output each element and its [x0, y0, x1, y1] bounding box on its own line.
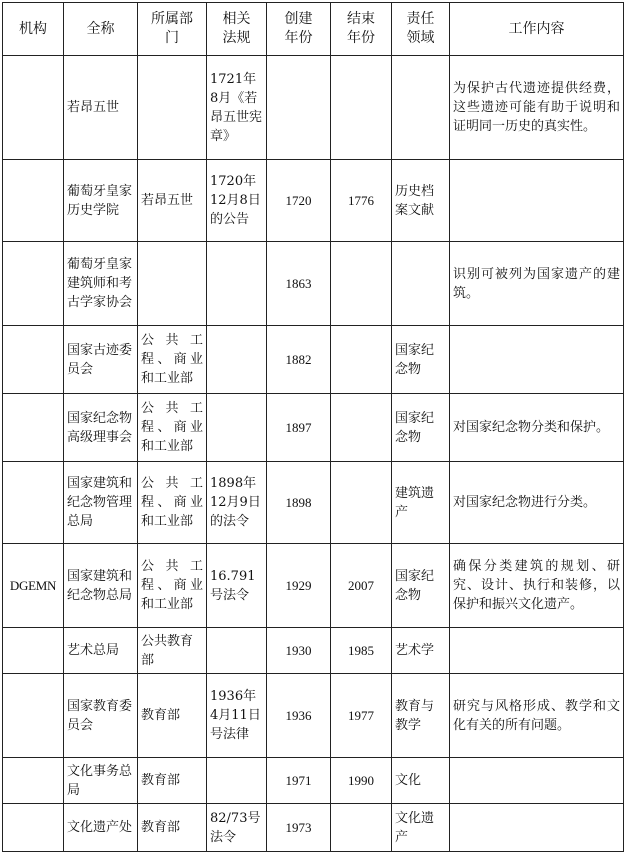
cell-agency	[3, 394, 64, 462]
cell-work	[450, 326, 624, 394]
cell-work	[450, 160, 624, 242]
cell-full-name: 文化事务总局	[64, 758, 138, 804]
cell-full-name: 文化遗产处	[64, 804, 138, 852]
cell-domain: 文化遗产	[392, 804, 450, 852]
cell-work: 为保护古代遗迹提供经费，这些遗迹可能有助于说明和证明同一历史的真实性。	[450, 56, 624, 160]
cell-ended	[331, 56, 392, 160]
cell-domain: 国家纪念物	[392, 544, 450, 628]
cell-department	[138, 242, 207, 326]
cell-department: 若昂五世	[138, 160, 207, 242]
cell-work: 研究与风格形成、教学和文化有关的所有问题。	[450, 674, 624, 758]
cell-department: 公共工程、商业和工业部	[138, 462, 207, 544]
cell-work	[450, 628, 624, 674]
cell-law: 1721年8月《若昂五世宪章》	[207, 56, 267, 160]
cell-full-name: 国家建筑和纪念物管理总局	[64, 462, 138, 544]
cell-law: 1720年12月8日的公告	[207, 160, 267, 242]
cell-agency	[3, 674, 64, 758]
cell-domain	[392, 242, 450, 326]
table-row	[3, 628, 624, 674]
cell-law	[207, 242, 267, 326]
cell-full-name: 葡萄牙皇家历史学院	[64, 160, 138, 242]
cell-department: 公共工程、商业和工业部	[138, 394, 207, 462]
cell-domain	[392, 56, 450, 160]
cell-department	[138, 56, 207, 160]
cell-founded: 1720	[267, 160, 331, 242]
cell-agency	[3, 462, 64, 544]
cell-full-name: 艺术总局	[64, 628, 138, 674]
cell-ended	[331, 326, 392, 394]
cell-department: 教育部	[138, 674, 207, 758]
cell-ended: 1985	[331, 628, 392, 674]
table-row	[3, 758, 624, 804]
cell-ended	[331, 462, 392, 544]
cell-founded: 1882	[267, 326, 331, 394]
header-department: 所属部门	[138, 3, 207, 56]
cell-agency	[3, 758, 64, 804]
cell-ended: 1776	[331, 160, 392, 242]
cell-full-name: 葡萄牙皇家建筑师和考古学家协会	[64, 242, 138, 326]
header-agency: 机构	[3, 3, 64, 56]
cell-founded: 1973	[267, 804, 331, 852]
cell-founded: 1897	[267, 394, 331, 462]
table-row	[3, 326, 624, 394]
header-full-name: 全称	[64, 3, 138, 56]
table-row	[3, 242, 624, 326]
cell-work: 识别可被列为国家遗产的建筑。	[450, 242, 624, 326]
cell-full-name: 国家纪念物高级理事会	[64, 394, 138, 462]
table-row	[3, 544, 624, 628]
cell-ended	[331, 242, 392, 326]
cell-domain: 文化	[392, 758, 450, 804]
cell-full-name: 国家古迹委员会	[64, 326, 138, 394]
header-row	[3, 3, 624, 56]
cell-law: 82/73号法令	[207, 804, 267, 852]
header-ended: 结束年份	[331, 3, 392, 56]
cell-agency	[3, 56, 64, 160]
cell-ended: 1977	[331, 674, 392, 758]
cell-founded: 1971	[267, 758, 331, 804]
cell-agency	[3, 804, 64, 852]
cell-law: 1936年4月11日号法律	[207, 674, 267, 758]
cell-department: 教育部	[138, 804, 207, 852]
cell-work: 对国家纪念物分类和保护。	[450, 394, 624, 462]
cell-ended	[331, 804, 392, 852]
cell-agency	[3, 628, 64, 674]
table-row	[3, 160, 624, 242]
cell-full-name: 国家教育委员会	[64, 674, 138, 758]
cell-ended	[331, 394, 392, 462]
cell-founded: 1930	[267, 628, 331, 674]
cell-agency: DGEMN	[3, 544, 64, 628]
cell-founded: 1929	[267, 544, 331, 628]
cell-domain: 国家纪念物	[392, 394, 450, 462]
header-law: 相关法规	[207, 3, 267, 56]
cell-full-name: 国家建筑和纪念物总局	[64, 544, 138, 628]
cell-law	[207, 326, 267, 394]
cell-work: 确保分类建筑的规划、研究、设计、执行和装修，以保护和振兴文化遗产。	[450, 544, 624, 628]
cell-domain: 建筑遗产	[392, 462, 450, 544]
cell-agency	[3, 160, 64, 242]
cell-work	[450, 758, 624, 804]
cell-law	[207, 758, 267, 804]
cell-ended: 1990	[331, 758, 392, 804]
cell-law	[207, 394, 267, 462]
cell-founded: 1936	[267, 674, 331, 758]
table-row	[3, 674, 624, 758]
cell-domain: 教育与教学	[392, 674, 450, 758]
cell-founded	[267, 56, 331, 160]
table-row	[3, 394, 624, 462]
cell-domain: 国家纪念物	[392, 326, 450, 394]
header-domain: 责任领域	[392, 3, 450, 56]
table-row	[3, 804, 624, 852]
heritage-agencies-table	[2, 2, 624, 852]
cell-domain: 艺术学	[392, 628, 450, 674]
cell-founded: 1863	[267, 242, 331, 326]
cell-founded: 1898	[267, 462, 331, 544]
cell-domain: 历史档案文献	[392, 160, 450, 242]
cell-agency	[3, 242, 64, 326]
cell-full-name: 若昂五世	[64, 56, 138, 160]
cell-department: 公共教育部	[138, 628, 207, 674]
header-founded: 创建年份	[267, 3, 331, 56]
cell-law	[207, 628, 267, 674]
table-row	[3, 56, 624, 160]
cell-work: 对国家纪念物进行分类。	[450, 462, 624, 544]
cell-agency	[3, 326, 64, 394]
cell-law: 16.791号法令	[207, 544, 267, 628]
cell-ended: 2007	[331, 544, 392, 628]
table-row	[3, 462, 624, 544]
cell-department: 教育部	[138, 758, 207, 804]
cell-work	[450, 804, 624, 852]
cell-department: 公共工程、商业和工业部	[138, 544, 207, 628]
cell-law: 1898年12月9日的法令	[207, 462, 267, 544]
cell-department: 公共工程、商业和工业部	[138, 326, 207, 394]
header-work: 工作内容	[450, 3, 624, 56]
